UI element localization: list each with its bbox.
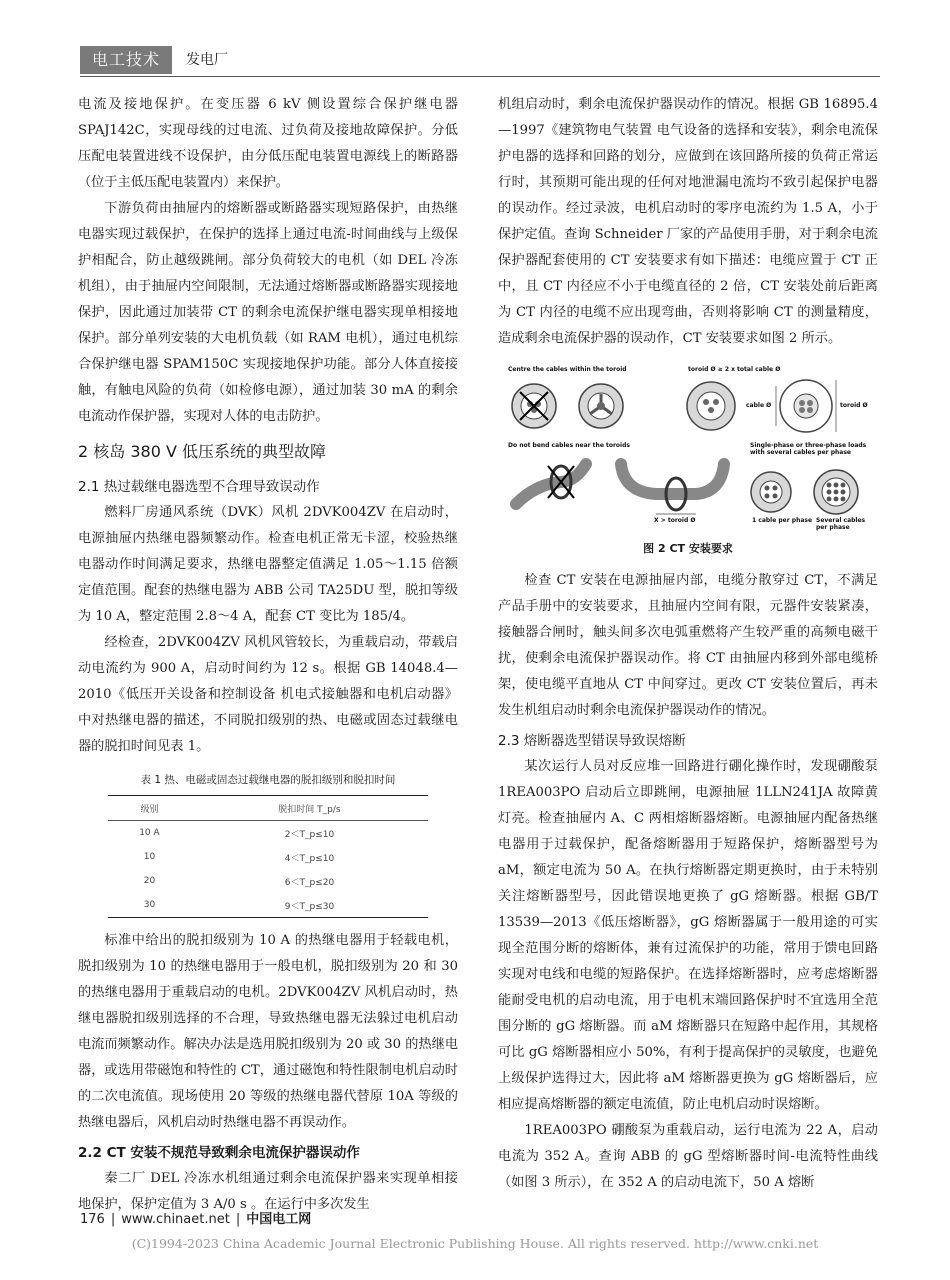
page-number: 176 (80, 1212, 105, 1227)
no-bend-panel (516, 464, 724, 514)
left-column (78, 92, 458, 1218)
figure-label: cable Ø (746, 402, 772, 409)
subsection-heading: 2.1 热过载继电器选型不合理导致误动作 (78, 479, 320, 495)
footer-separator: | (110, 1212, 116, 1227)
figure-label: Single-phase or three-phase loads with several cables per phase (750, 442, 867, 456)
footer-url[interactable]: www.chinaet.net (121, 1212, 230, 1227)
paragraph: 电流及接地保护。在变压器 6 kV 侧设置综合保护继电器 SPAJ142C，实现母线的过电流、过负荷及接地故障保护。分低压配电装置进线不设保护，由分低压配电装置电源线上的断路器（位于主低压配电装置内）来保护。 (78, 97, 458, 190)
figure-caption: 图 2 CT 安装要求 (643, 542, 733, 555)
table-cell: 20 (143, 876, 156, 886)
paragraph: 燃料厂房通风系统（DVK）风机 2DVK004ZV 在启动时，电源抽屉内热继电器频繁动作。检查电机正常无卡涩，校验热继电器动作时间满足要求，热继电器整定值满足 1.05～1.15 倍额定值范围。配套的热继电器为 ABB 公司 TA25DU 型，脱扣等级为 10 A，整定范围 2.8～4 A，配套 CT 变比为 185/4。 (78, 505, 458, 624)
figure-label: Do not bend cables near the toroids (508, 442, 630, 449)
subsection-heading (78, 1140, 458, 1166)
table-row (108, 821, 428, 846)
footer-separator: | (235, 1212, 241, 1227)
paragraph: 检查 CT 安装在电源抽屉内部，电缆分散穿过 CT，不满足产品手册中的安装要求，且抽屉内空间有限，元器件安装紧凑，接触器合闸时，触头间多次电弧重燃将产生较严重的高频电磁干扰，使剩余电流保护器误动作。将 CT 由抽屉内移到外部电缆桥架，使电缆平直地从 CT 中间穿过。更改 CT 安装位置后，再未发生机组启动时剩余电流保护器误动作的情况。 (498, 573, 878, 718)
table-cell: 10 (143, 852, 156, 862)
table-cell: 9＜T_p≤30 (191, 893, 428, 918)
figure-label: 1 cable per phase (752, 517, 813, 524)
footer-brand: 中国电工网 (246, 1212, 312, 1227)
table-row (108, 893, 428, 918)
table-caption: 表 1 热、电磁或固态过载继电器的脱扣级别和脱扣时间 (140, 774, 396, 786)
table-row (108, 845, 428, 869)
journal-column-title: 发电厂 (186, 52, 228, 68)
subsection-heading: 2.3 熔断器选型错误导致误熔断 (498, 733, 686, 749)
right-column (498, 92, 878, 1196)
paragraph: 下游负荷由抽屉内的熔断器或断路器实现短路保护，由热继电器实现过载保护，在保护的选择上通过电流-时间曲线与上级保护相配合，防止越级跳闸。部分负荷较大的电机（如 DEL 冷冻机组），由于抽屉内空间限制，无法通过熔断器或断路器实现接地保护，因此通过加装带 CT 的剩余电流保护继电器实现单相接地保护。部分单列安装的大电机负载（如 RAM 电机），通过电机综合保护继电器 SPAM150C 实现接地保护功能。部分人体直接接触，有触电风险的负荷（如检修电源），通过加装 30 mA 的剩余电流动作保护器，实现对人体的电击防护。 (78, 201, 458, 424)
table-header: 脱扣时间 T_p/s (191, 796, 428, 821)
header-rule (80, 76, 880, 77)
several-cables-panel (751, 470, 858, 514)
figure-label: X > toroid Ø (654, 517, 696, 524)
paragraph: 1REA003PO 硼酸泵为重载启动，运行电流为 22 A，启动电流为 352 A。查询 ABB 的 gG 型熔断器时间-电流特性曲线（如图 3 所示），在 352 A 的启动电流下，50 A 熔断 (498, 1123, 878, 1190)
copyright-notice: (C)1994-2023 China Academic Journal Electronic Publishing House. All rights reserved. http://www.cnki.net (131, 1236, 819, 1251)
ct-installation-figure (506, 364, 876, 534)
trip-class-table (108, 795, 428, 918)
figure-label: Centre the cables within the toroid (508, 366, 627, 373)
figure-label: Several cables per phase (816, 517, 866, 531)
paragraph: 标准中给出的脱扣级别为 10 A 的热继电器用于轻载电机，脱扣级别为 10 的热继电器用于一般电机，脱扣级别为 20 和 30 的热继电器用于重载启动的电机。2DVK004ZV 风机启动时，热继电器脱扣级别选择的不合理，导致热继电器无法躲过电机启动电流而频繁动作。解决办法是选用脱扣级别为 20 或 30 的热继电器，或选用带磁饱和特性的 CT，通过磁饱和特性限制电机启动时的二次电流值。现场使用 20 等级的热继电器代替原 10A 等级的热继电器后，风机启动时热继电器不再误动作。 (78, 933, 459, 1130)
journal-section-tag: 电工技术 (80, 46, 172, 74)
section-heading: 2 核岛 380 V 低压系统的典型故障 (78, 442, 327, 461)
page-footer (80, 1208, 311, 1227)
table-header: 级别 (108, 796, 191, 821)
table-cell: 6＜T_p≤20 (284, 877, 335, 888)
paragraph: 某次运行人员对反应堆一回路进行硼化操作时，发现硼酸泵 1REA003PO 启动后立即跳闸，电源抽屉 1LLN241JA 故障黄灯亮。检查抽屉内 A、C 两相熔断器熔断。电源抽屉内配备热继电器用于过载保护，配备熔断器用于短路保护，熔断器型号为 aM，额定电流为 50 A。在执行熔断器定期更换时，由于未特别关注熔断器型号，因此错误地更换了 gG 熔断器。根据 GB/T 13539—2013《低压熔断器》，gG 熔断器属于一般用途的可实现全范围分断的熔断体，兼有过流保护的功能，常用于馈电回路实现对电线和电缆的短路保护。在选择熔断器时，应考虑熔断器能耐受电机的启动电流，用于电机末端回路保护时不宜选用全范围分断的 gG 熔断器。而 aM 熔断器只在短路中起作用，其规格可比 gG 熔断器相应小 50%，有利于提高保护的灵敏度，也避免上级保护选得过大，因此将 aM 熔断器更换为 gG 熔断器后，应相应提高熔断器的额定电流值，防止电机启动时误熔断。 (498, 759, 878, 1112)
figure-label: toroid Ø (840, 402, 868, 409)
paragraph: 秦二厂 DEL 冷冻水机组通过剩余电流保护器来实现单相接地保护，保护定值为 3 A/0 s 。在运行中多次发生 (78, 1171, 458, 1212)
paragraph: 经检查，2DVK004ZV 风机风管较长，为重载启动，带载启动电流约为 900 A，启动时间约为 12 s。根据 GB 14048.4—2010《低压开关设备和控制设备 机电式接触器和电机启动器》中对热继电器的描述，不同脱扣级别的热、电磁或固态过载继电器的脱扣时间见表 1。 (78, 635, 458, 754)
table-row (108, 869, 428, 893)
paragraph: 机组启动时，剩余电流保护器误动作的情况。根据 GB 16895.4—1997《建筑物电气装置 电气设备的选择和安装》，剩余电流保护电器的选择和回路的划分，应做到在该回路所接的负荷正常运行时，其预期可能出现的任何对地泄漏电流均不致引起保护电器的误动作。经过录波，电机启动时的零序电流约为 1.5 A，小于保护定值。查询 Schneider 厂家的产品使用手册，对于剩余电流保护器配套使用的 CT 安装要求有如下描述：电缆应置于 CT 正中，且 CT 内径应不小于电缆直径的 2 倍，CT 安装处前后距离为 CT 内径的电缆不应出现弯曲，否则将影响 CT 的测量精度，造成剩余电流保护器的误动作，CT 安装要求如图 2 所示。 (498, 97, 878, 346)
table-cell: 2＜T_p≤10 (284, 829, 335, 840)
table-cell: 10 A (139, 828, 160, 838)
figure-label: toroid Ø ≥ 2 x total cable Ø (688, 366, 781, 373)
subsection-heading-text: 2.2 CT 安装不规范导致剩余电流保护器误动作 (78, 1145, 360, 1161)
table-cell: 4＜T_p≤10 (284, 853, 335, 864)
centre-cables-panel (512, 384, 623, 428)
table-cell: 30 (108, 893, 191, 918)
